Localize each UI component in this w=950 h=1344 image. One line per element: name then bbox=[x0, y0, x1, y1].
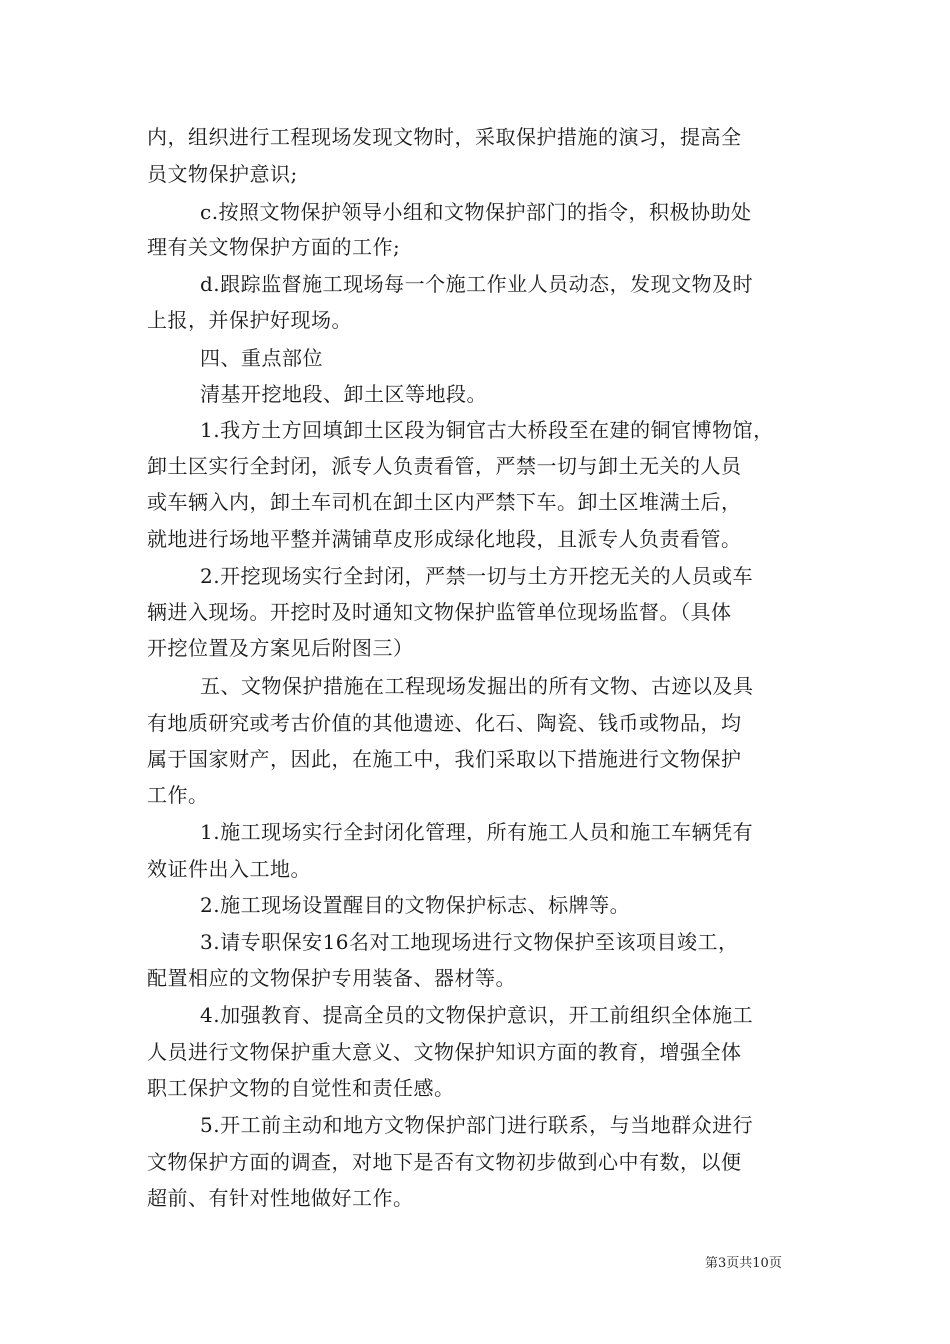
text-line: 3.请专职保安16名对工地现场进行文物保护至该项目竣工， bbox=[200, 930, 739, 954]
text-line: 1.我方土方回填卸土区段为铜官古大桥段至在建的铜官博物馆， bbox=[200, 418, 774, 442]
text-line: 内，组织进行工程现场发现文物时，采取保护措施的演习，提高全 bbox=[147, 125, 742, 149]
text-line: 就地进行场地平整并满铺草皮形成绿化地段，且派专人负责看管。 bbox=[147, 527, 742, 551]
text-line: 卸土区实行全封闭，派专人负责看管，严禁一切与卸土无关的人员 bbox=[147, 454, 742, 478]
text-line: 效证件出入工地。 bbox=[147, 857, 311, 881]
section-heading: 五、文物保护措施在工程现场发掘出的所有文物、古迹以及具 bbox=[200, 674, 754, 698]
text-line: 有地质研究或考古价值的其他遗迹、化石、陶瓷、钱币或物品，均 bbox=[147, 711, 742, 735]
text-line: 配置相应的文物保护专用装备、器材等。 bbox=[147, 966, 516, 990]
text-line: 工作。 bbox=[147, 783, 209, 807]
text-line: 属于国家财产，因此，在施工中，我们采取以下措施进行文物保护 bbox=[147, 747, 742, 771]
text-line: 2.施工现场设置醒目的文物保护标志、标牌等。 bbox=[200, 893, 631, 917]
text-line: 员文物保护意识; bbox=[147, 162, 298, 186]
text-line: 文物保护方面的调查，对地下是否有文物初步做到心中有数，以便 bbox=[147, 1150, 742, 1174]
text-line: 理有关文物保护方面的工作; bbox=[147, 235, 401, 259]
text-line: 上报，并保护好现场。 bbox=[147, 308, 352, 332]
text-line: 5.开工前主动和地方文物保护部门进行联系，与当地群众进行 bbox=[200, 1113, 754, 1137]
text-line: 或车辆入内，卸土车司机在卸土区内严禁下车。卸土区堆满土后， bbox=[147, 490, 742, 514]
text-line: 开挖位置及方案见后附图三） bbox=[147, 636, 414, 660]
page-number: 第3页共10页 bbox=[705, 1256, 782, 1271]
text-line: 4.加强教育、提高全员的文物保护意识，开工前组织全体施工 bbox=[200, 1003, 754, 1027]
text-line: d.跟踪监督施工现场每一个施工作业人员动态，发现文物及时 bbox=[200, 272, 754, 296]
text-line: 1.施工现场实行全封闭化管理，所有施工人员和施工车辆凭有 bbox=[200, 820, 754, 844]
section-heading: 四、重点部位 bbox=[200, 346, 323, 370]
text-line: 清基开挖地段、卸土区等地段。 bbox=[200, 382, 487, 406]
text-line: 辆进入现场。开挖时及时通知文物保护监管单位现场监督。（具体 bbox=[147, 600, 732, 624]
text-line: c.按照文物保护领导小组和文物保护部门的指令，积极协助处 bbox=[200, 200, 752, 224]
text-line: 职工保护文物的自觉性和责任感。 bbox=[147, 1076, 455, 1100]
text-line: 2.开挖现场实行全封闭，严禁一切与土方开挖无关的人员或车 bbox=[200, 564, 754, 588]
text-line: 超前、有针对性地做好工作。 bbox=[147, 1186, 414, 1210]
text-line: 人员进行文物保护重大意义、文物保护知识方面的教育，增强全体 bbox=[147, 1040, 742, 1064]
